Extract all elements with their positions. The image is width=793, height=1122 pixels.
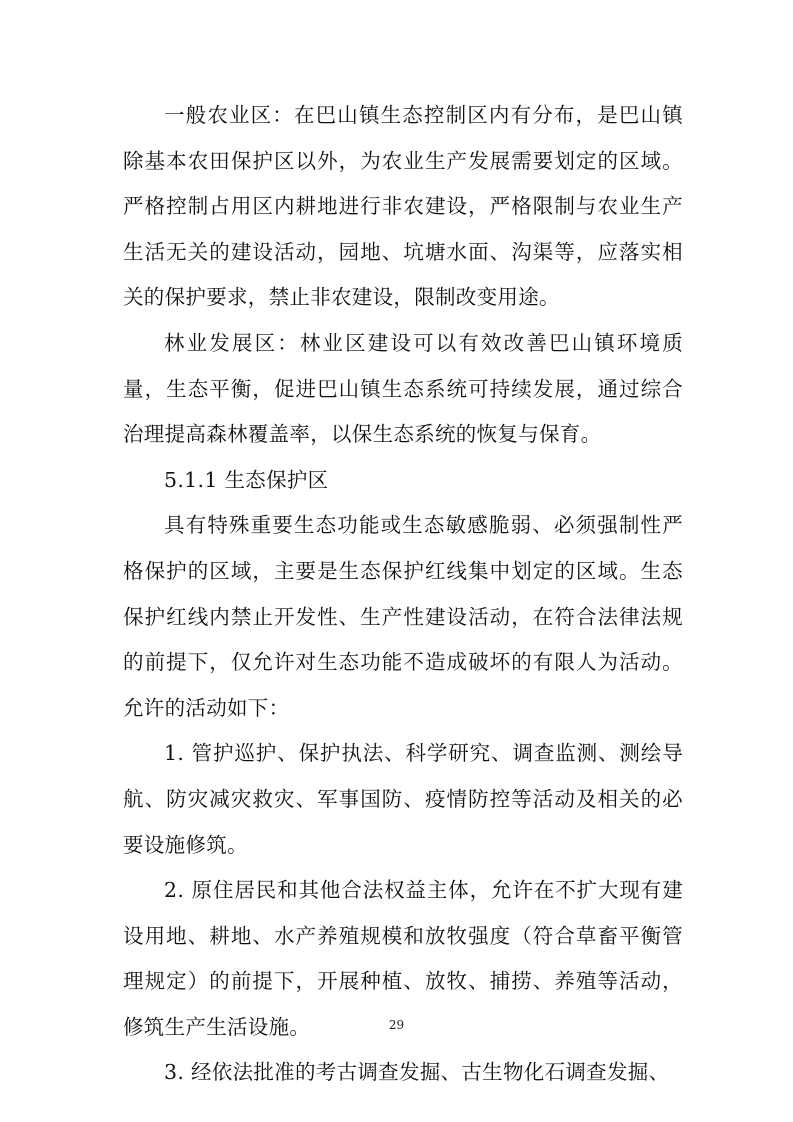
list-item-3-archaeology: 3. 经依法批准的考古调查发掘、古生物化石调查发掘、 bbox=[164, 1060, 670, 1085]
section-heading-ecological-protection-zone: 5.1.1 生态保护区 bbox=[164, 467, 329, 492]
list-item-1-management-patrol: 1. 管护巡护、保护执法、科学研究、调查监测、测绘导航、防灾减灾救灾、军事国防、疫情防控等活动及相关的必要设施修筑。 bbox=[123, 741, 683, 857]
page-number: 29 bbox=[388, 1018, 405, 1032]
paragraph-ecological-protection-definition: 具有特殊重要生态功能或生态敏感脆弱、必须强制性严格保护的区域，主要是生态保护红线集中划定的区域。生态保护红线内禁止开发性、生产性建设活动，在符合法律法规的前提下，仅允许对生态功能不造成破坏的有限人为活动。允许的活动如下： bbox=[123, 513, 683, 720]
document-body bbox=[123, 93, 683, 1096]
paragraph-forestry-development-zone: 林业发展区：林业区建设可以有效改善巴山镇环境质量，生态平衡，促进巴山镇生态系统可持续发展，通过综合治理提高森林覆盖率，以保生态系统的恢复与保育。 bbox=[123, 330, 683, 447]
paragraph-general-agriculture-zone: 一般农业区：在巴山镇生态控制区内有分布，是巴山镇除基本农田保护区以外，为农业生产发展需要划定的区域。严格控制占用区内耕地进行非农建设，严格限制与农业生产生活无关的建设活动，园地、坑塘水面、沟渠等，应落实相关的保护要求，禁止非农建设，限制改变用途。 bbox=[123, 103, 683, 310]
list-item-2-residents-activities: 2. 原住居民和其他合法权益主体，允许在不扩大现有建设用地、耕地、水产养殖规模和放牧强度（符合草畜平衡管理规定）的前提下，开展种植、放牧、捕捞、养殖等活动，修筑生产生活设施。 bbox=[123, 878, 683, 1039]
